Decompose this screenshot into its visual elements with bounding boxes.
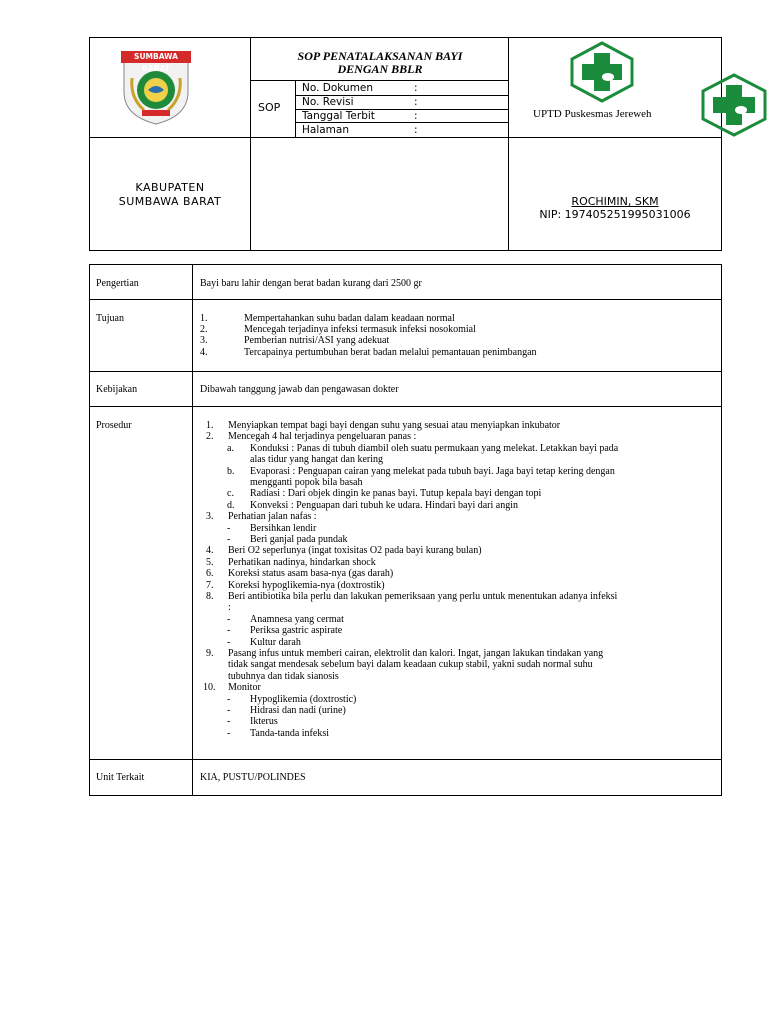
region-name [90, 181, 250, 209]
prosedur-marker: 6. [206, 568, 214, 580]
prosedur-marker: a. [227, 442, 234, 454]
region-line-1: KABUPATEN [135, 181, 205, 194]
doc-field-no-dokumen: No. Dokumen : [302, 82, 418, 94]
logo-text: SUMBAWA BARAT [134, 52, 178, 73]
prosedur-line: Perhatian jalan nafas : [228, 511, 317, 523]
prosedur-marker: - [227, 693, 231, 705]
prosedur-line: Beri O2 seperlunya (ingat toxisitas O2 pada bayi kurang bulan) [228, 545, 482, 557]
prosedur-marker: - [227, 716, 231, 728]
prosedur-line: Perhatikan nadinya, hindarkan shock [228, 556, 376, 568]
prosedur-marker: 8. [206, 591, 214, 602]
prosedur-line: tubuhnya dan tidak sianosis [228, 670, 339, 682]
label-unit-terkait: Unit Terkait [96, 772, 145, 783]
tujuan-num: 2. [200, 324, 208, 335]
prosedur-line: Koreksi status asam basa-nya (gas darah) [228, 568, 394, 580]
tujuan-num: 1. [200, 313, 208, 324]
prosedur-line: Anamnesa yang cermat [250, 613, 344, 625]
prosedur-marker: 7. [206, 579, 214, 591]
prosedur-line: mengganti popok bila basah [250, 477, 363, 488]
prosedur-line: Pasang infus untuk memberi cairan, elektrolit dan kalori. Ingat, jangan lakukan tindakan yang [228, 648, 604, 659]
tujuan-item: Tercapainya pertumbuhan berat badan melalui pemantauan penimbangan [244, 347, 537, 358]
text-unit-terkait: KIA, PUSTU/POLINDES [200, 772, 306, 783]
title-line-2: DENGAN BBLR [337, 62, 423, 76]
tujuan-num: 3. [200, 335, 208, 346]
prosedur-line: Radiasi : Dari objek dingin ke panas bayi. Tutup kepala bayi dengan topi [250, 488, 542, 500]
document-title [252, 50, 508, 76]
prosedur-marker: - [227, 636, 231, 648]
prosedur-line: Periksa gastric aspirate [250, 625, 343, 637]
prosedur-marker: - [227, 522, 231, 534]
prosedur-marker: - [227, 625, 231, 637]
label-kebijakan: Kebijakan [96, 384, 138, 395]
doc-field-tanggal-terbit: Tanggal Terbit : [302, 110, 418, 122]
prosedur-marker: d. [227, 499, 235, 511]
prosedur-marker: b. [227, 465, 235, 477]
prosedur-line: : [228, 602, 231, 614]
prosedur-line: Tanda-tanda infeksi [250, 727, 329, 739]
prosedur-marker: 9. [206, 648, 214, 659]
doc-field-halaman: Halaman : [302, 124, 418, 136]
prosedur-line: Bersihkan lendir [250, 522, 317, 534]
signature-block [510, 195, 720, 221]
tujuan-item: Mempertahankan suhu badan dalam keadaan normal [244, 313, 455, 324]
prosedur-line: Ikterus [250, 716, 278, 728]
prosedur-marker: - [227, 705, 231, 716]
text-kebijakan: Dibawah tanggung jawab dan pengawasan dokter [200, 384, 399, 395]
prosedur-line: Mencegah 4 hal terjadinya pengeluaran panas : [228, 431, 417, 443]
prosedur-marker: 1. [206, 420, 214, 431]
text-pengertian: Bayi baru lahir dengan berat badan kurang dari 2500 gr [200, 278, 422, 289]
title-line-1: SOP PENATALAKSANAN BAYI [297, 49, 463, 63]
prosedur-marker: - [227, 613, 231, 625]
prosedur-marker: c. [227, 488, 234, 500]
sop-label: SOP [258, 101, 281, 114]
sumbawa-barat-logo [118, 48, 194, 126]
prosedur-line: Evaporasi : Penguapan cairan yang melekat pada tubuh bayi. Jaga bayi tetap kering dengan [250, 465, 615, 477]
label-pengertian: Pengertian [96, 278, 139, 289]
prosedur-line: Hidrasi dan nadi (urine) [250, 705, 346, 716]
label-tujuan: Tujuan [96, 313, 124, 324]
prosedur-marker: - [227, 534, 231, 545]
doc-field-no-revisi: No. Revisi : [302, 96, 418, 108]
region-line-2: SUMBAWA BARAT [118, 195, 222, 208]
prosedur-line: Konduksi : Panas di tubuh diambil oleh suatu permukaan yang melekat. Letakkan bayi pada [250, 442, 619, 454]
prosedur-marker: 4. [206, 545, 214, 557]
prosedur-line: Koreksi hypoglikemia-nya (doxtrostik) [228, 579, 385, 591]
prosedur-marker: 2. [206, 431, 214, 443]
facility-name: UPTD Puskesmas Jereweh [533, 108, 652, 120]
prosedur-line: Hypoglikemia (doxtrostic) [250, 693, 357, 705]
signer-name: ROCHIMIN, SKM [571, 195, 659, 208]
prosedur-line: Kultur darah [250, 636, 301, 648]
prosedur-line: tidak sangat mendesak sebelum bayi dalam keadaan cukup stabil, yakni sudah normal suhu [228, 659, 593, 671]
prosedur-line: Beri antibiotika bila perlu dan lakukan pemeriksaan yang perlu untuk menentukan adanya infeksi [228, 591, 618, 602]
prosedur-line: Konveksi : Penguapan dari tubuh ke udara. Hindari bayi dari angin [250, 499, 518, 511]
prosedur-line: Menyiapkan tempat bagi bayi dengan suhu yang sesuai atau menyiapkan inkubator [228, 420, 561, 431]
puskesmas-logo-secondary [701, 73, 767, 142]
tujuan-item: Mencegah terjadinya infeksi termasuk infeksi nosokomial [244, 324, 476, 335]
tujuan-item: Pemberian nutrisi/ASI yang adekuat [244, 335, 390, 346]
prosedur-line: Beri ganjal pada pundak [250, 534, 348, 545]
tujuan-num: 4. [200, 347, 208, 358]
puskesmas-logo [570, 41, 634, 108]
prosedur-marker: 5. [206, 556, 214, 568]
prosedur-marker: - [227, 727, 231, 739]
prosedur-line: alas tidur yang hangat dan kering [250, 454, 384, 466]
label-prosedur: Prosedur [96, 420, 132, 431]
prosedur-line: Monitor [228, 682, 261, 694]
prosedur-marker: 10. [203, 682, 216, 694]
signer-nip: NIP: 197405251995031006 [539, 208, 691, 221]
prosedur-marker: 3. [206, 511, 214, 523]
